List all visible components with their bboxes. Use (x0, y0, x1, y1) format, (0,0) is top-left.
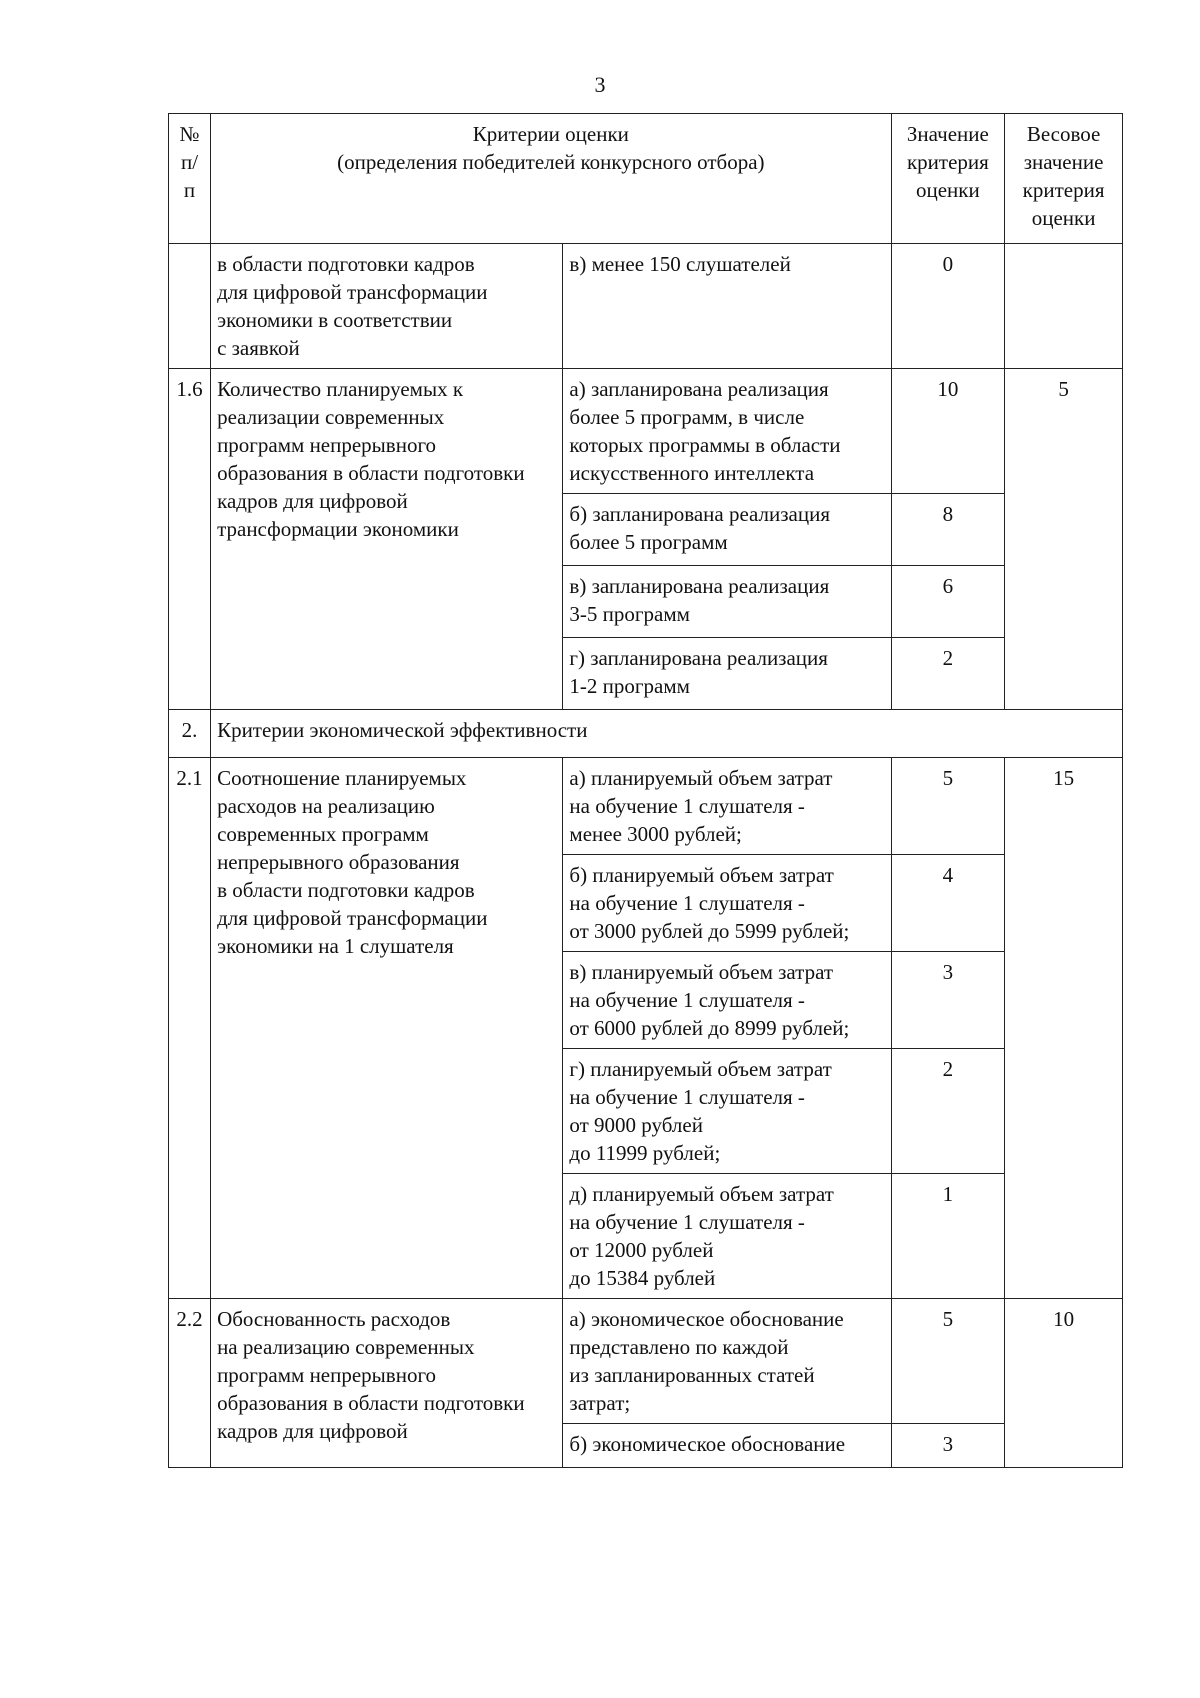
section-row (169, 710, 1123, 758)
table-row (169, 369, 1123, 494)
value-cell (891, 1049, 1005, 1174)
value-text: 0 (942, 252, 954, 276)
option-cell (563, 1424, 891, 1468)
option-text: б) экономическое обоснование (569, 1432, 846, 1456)
weight-text: 5 (1058, 377, 1069, 401)
value-cell (891, 638, 1005, 710)
option-text: в) менее 150 слушателей (569, 252, 791, 276)
option-cell (563, 566, 891, 638)
value-text: 5 (942, 766, 954, 790)
option-text: г) планируемый объем затрат на обучение 1 слушателя - от 9000 рублей до 11999 рублей; (569, 1057, 832, 1165)
header-weight (1005, 114, 1123, 244)
table-row (169, 1299, 1123, 1424)
option-text: в) запланирована реализация 3-5 программ (569, 574, 830, 626)
row-num: 2.2 (176, 1307, 203, 1331)
value-cell (891, 244, 1005, 369)
header-value (891, 114, 1005, 244)
value-text: 3 (942, 1432, 954, 1456)
value-text: 10 (937, 377, 959, 401)
row-num: 1.6 (176, 377, 203, 401)
section-num: 2. (181, 718, 198, 742)
criteria-table (168, 113, 1123, 1468)
table-header-row (169, 114, 1123, 244)
value-text: 1 (942, 1182, 954, 1206)
value-text: 2 (942, 646, 954, 670)
section-num-cell (169, 710, 211, 758)
weight-cell (1005, 758, 1123, 1299)
option-cell (563, 369, 891, 494)
value-text: 2 (942, 1057, 954, 1081)
option-cell (563, 244, 891, 369)
weight-cell (1005, 244, 1123, 369)
row-num-cell (169, 758, 211, 1299)
option-text: а) экономическое обоснование представлено по каждой из запланированных статей затрат; (569, 1307, 844, 1415)
value-text: 8 (942, 502, 954, 526)
table-row (169, 244, 1123, 369)
value-cell (891, 952, 1005, 1049)
criterion-cell (211, 369, 563, 710)
criterion-cell (211, 1299, 563, 1468)
criterion-text: Количество планируемых к реализации современных программ непрерывного образования в области подготовки кадров для цифровой трансформации экономики (217, 377, 525, 541)
option-cell (563, 494, 891, 566)
table-row (169, 758, 1123, 855)
value-cell (891, 1299, 1005, 1424)
section-title-cell (211, 710, 1123, 758)
value-cell (891, 1174, 1005, 1299)
option-cell (563, 855, 891, 952)
option-cell (563, 638, 891, 710)
option-cell (563, 952, 891, 1049)
option-text: б) планируемый объем затрат на обучение 1 слушателя - от 3000 рублей до 5999 рублей; (569, 863, 850, 943)
row-num-cell (169, 1299, 211, 1468)
criterion-cell (211, 758, 563, 1299)
option-cell (563, 758, 891, 855)
criterion-text: Соотношение планируемых расходов на реализацию современных программ непрерывного образования в области подготовки кадров для цифровой трансформации экономики на 1 слушателя (217, 766, 488, 958)
option-text: д) планируемый объем затрат на обучение 1 слушателя - от 12000 рублей до 15384 рублей (569, 1182, 834, 1290)
value-cell (891, 369, 1005, 494)
option-cell (563, 1299, 891, 1424)
row-num: 2.1 (176, 766, 203, 790)
criterion-text: Обоснованность расходов на реализацию современных программ непрерывного образования в области подготовки кадров для цифровой (217, 1307, 525, 1443)
header-criteria-label: Критерии оценки (определения победителей конкурсного отбора) (337, 122, 765, 174)
option-text: б) запланирована реализация более 5 программ (569, 502, 831, 554)
value-cell (891, 494, 1005, 566)
row-num-cell (169, 244, 211, 369)
option-cell (563, 1049, 891, 1174)
option-cell (563, 1174, 891, 1299)
header-value-label: Значение критерия оценки (906, 122, 989, 202)
page-number: 3 (594, 72, 606, 97)
weight-text: 15 (1053, 766, 1075, 790)
option-text: а) запланирована реализация более 5 программ, в числе которых программы в области искусственного интеллекта (569, 377, 841, 485)
weight-cell (1005, 369, 1123, 710)
value-text: 4 (942, 863, 954, 887)
weight-text: 10 (1053, 1307, 1075, 1331)
header-num (169, 114, 211, 244)
value-cell (891, 566, 1005, 638)
option-text: в) планируемый объем затрат на обучение 1 слушателя - от 6000 рублей до 8999 рублей; (569, 960, 850, 1040)
option-text: г) запланирована реализация 1-2 программ (569, 646, 828, 698)
section-title: Критерии экономической эффективности (217, 718, 588, 742)
value-cell (891, 1424, 1005, 1468)
header-num-label: № п/ п (179, 122, 200, 202)
row-num-cell (169, 369, 211, 710)
weight-cell (1005, 1299, 1123, 1468)
option-text: а) планируемый объем затрат на обучение 1 слушателя - менее 3000 рублей; (569, 766, 833, 846)
value-text: 5 (942, 1307, 954, 1331)
value-text: 6 (942, 574, 954, 598)
criterion-cell (211, 244, 563, 369)
criterion-text: в области подготовки кадров для цифровой трансформации экономики в соответствии с заявкой (217, 252, 488, 360)
value-cell (891, 855, 1005, 952)
header-weight-label: Весовое значение критерия оценки (1022, 122, 1105, 230)
value-text: 3 (942, 960, 954, 984)
header-criteria (211, 114, 892, 244)
value-cell (891, 758, 1005, 855)
